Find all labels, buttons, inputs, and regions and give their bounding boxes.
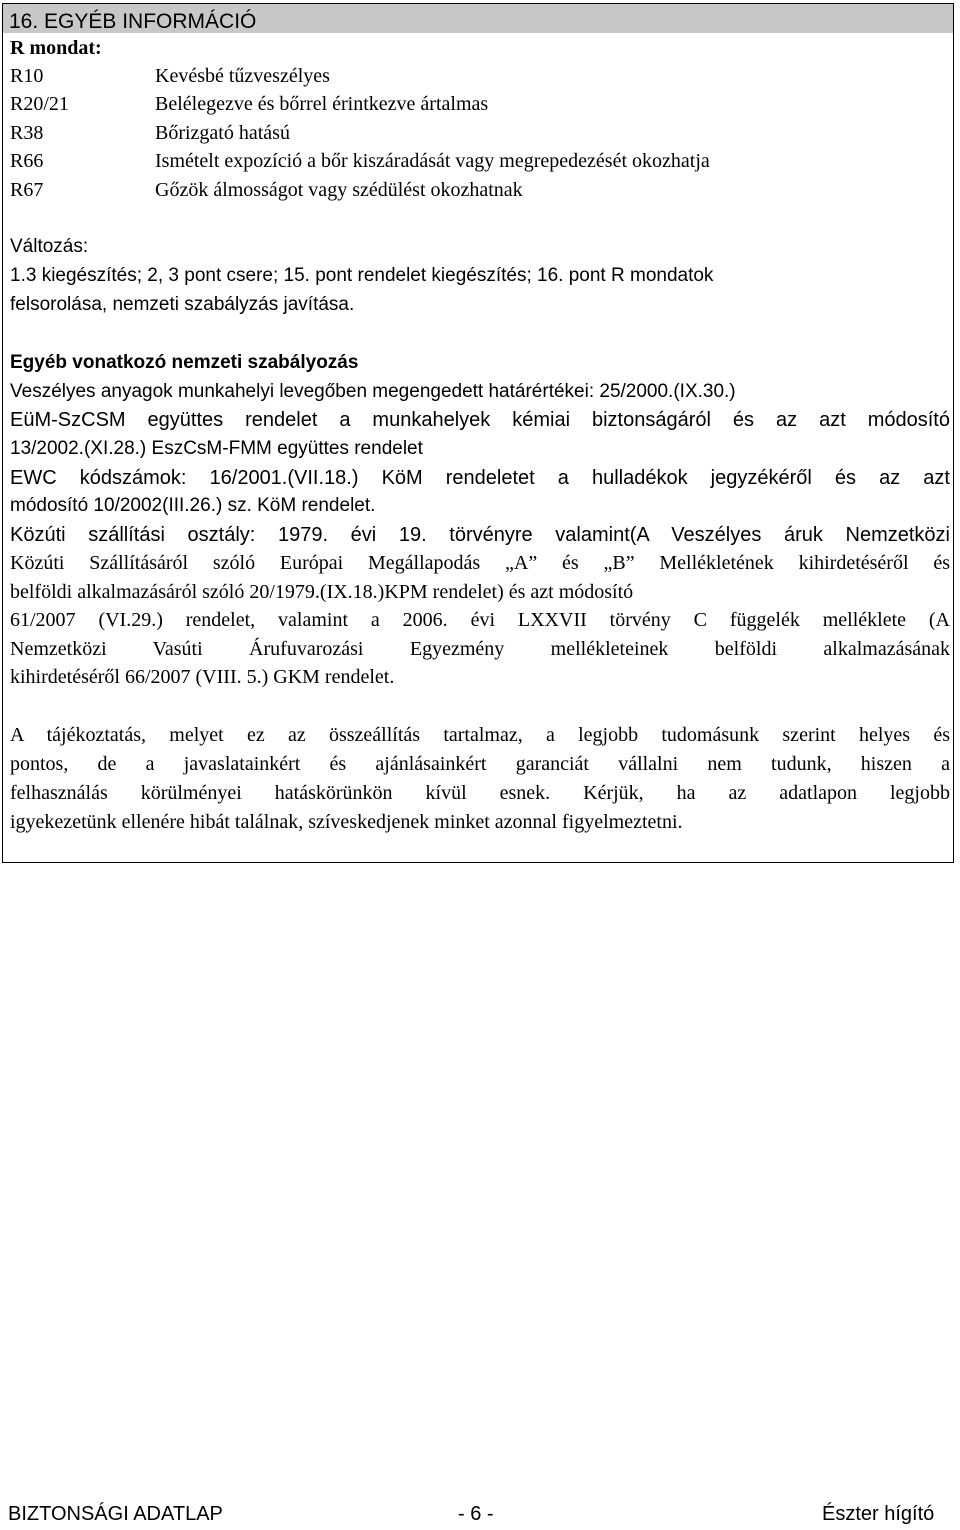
r-code: R20/21 [10,93,69,115]
disclaimer-line: igyekezetünk ellenére hibát találnak, szíveskedjenek minket azonnal figyelmeztetni. [10,811,683,833]
national-line: Veszélyes anyagok munkahelyi levegőben megengedett határértékei: 25/2000.(IX.30.) [10,381,736,402]
footer-page-number: - 6 - [458,1503,494,1525]
national-line: 13/2002.(XI.28.) EszCsM-FMM együttes rendelet [10,438,423,459]
national-line: Közúti Szállításáról szóló Európai Megállapodás „A” és „B” Mellékletének kihirdetéséről és [10,552,950,574]
national-heading: Egyéb vonatkozó nemzeti szabályozás [10,352,359,373]
disclaimer-line: A tájékoztatás, melyet ez az összeállítás tartalmaz, a legjobb tudomásunk szerint helyes és [10,724,950,746]
changes-heading: Változás: [10,236,89,257]
r-text: Gőzök álmosságot vagy szédülést okozhatnak [155,179,523,201]
national-line: Közúti szállítási osztály: 1979. évi 19. törvényre valamint(A Veszélyes áruk Nemzetközi [10,524,950,546]
r-code: R38 [10,122,44,144]
r-text: Kevésbé tűzveszélyes [155,65,330,87]
national-line: 61/2007 (VI.29.) rendelet, valamint a 2006. évi LXXVII törvény C függelék melléklete (A [10,609,950,631]
footer-left: BIZTONSÁGI ADATLAP [8,1503,223,1525]
disclaimer-line: felhasználás körülményei hatáskörünkön kívül esnek. Kérjük, ha az adatlapon legjobb [10,782,950,804]
r-code: R10 [10,65,44,87]
national-line: belföldi alkalmazásáról szóló 20/1979.(IX.18.)KPM rendelet) és azt módosító [10,581,634,603]
r-text: Belélegezve és bőrrel érintkezve ártalmas [155,93,489,115]
section-title: 16. EGYÉB INFORMÁCIÓ [9,10,257,33]
disclaimer-line: pontos, de a javaslatainkért és ajánlásainkért garanciát vállalni nem tudunk, hiszen a [10,753,950,775]
footer-right: Észter hígító [822,1503,935,1525]
section-header [3,4,953,33]
r-phrases-heading: R mondat: [10,37,102,59]
r-code: R67 [10,179,44,201]
changes-line: felsorolása, nemzeti szabályzás javítása. [10,294,355,315]
national-line: kihirdetéséről 66/2007 (VIII. 5.) GKM rendelet. [10,666,395,688]
r-text: Ismételt expozíció a bőr kiszáradását vagy megrepedezését okozhatja [155,150,710,172]
changes-line: 1.3 kiegészítés; 2, 3 pont csere; 15. pont rendelet kiegészítés; 16. pont R mondatok [10,265,714,286]
national-line: módosító 10/2002(III.26.) sz. KöM rendelet. [10,495,376,516]
r-text: Bőrizgató hatású [155,122,290,144]
national-line: Nemzetközi Vasúti Árufuvarozási Egyezmény mellékleteinek belföldi alkalmazásának [10,638,950,660]
national-line: EüM-SzCSM együttes rendelet a munkahelyek kémiai biztonságáról és az azt módosító [10,409,950,431]
national-line: EWC kódszámok: 16/2001.(VII.18.) KöM rendeletet a hulladékok jegyzékéről és az azt [10,467,950,489]
r-code: R66 [10,150,44,172]
